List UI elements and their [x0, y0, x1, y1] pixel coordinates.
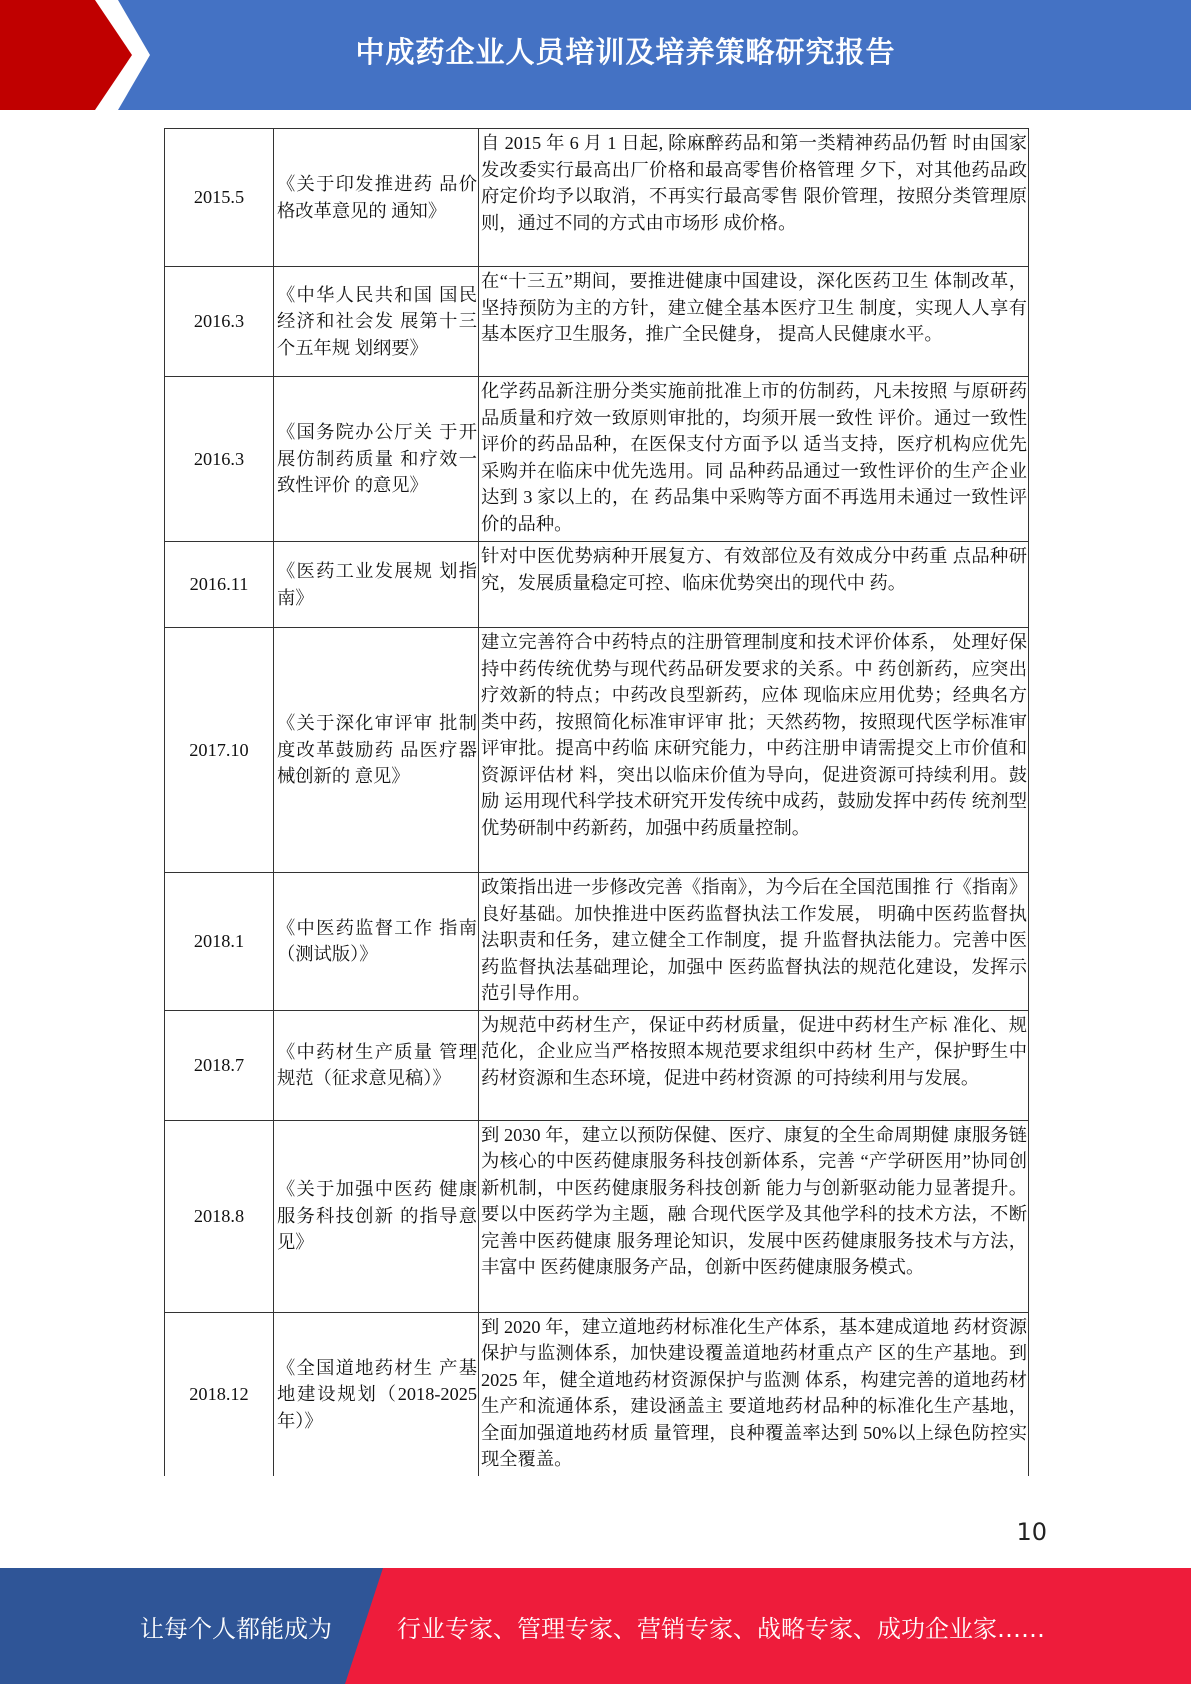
row-content: 到 2030 年，建立以预防保健、医疗、康复的全生命周期健 康服务链为核心的中医药健康服务科技创新体系，完善 “产学研医用”协同创新机制，中医药健康服务科技创新 能力与创新驱动能力显著提升。要以中医药学为主题，融 合现代医学及其他学科的技术方法，不断完善中医药健康 服务理论知识，发展中医药健康服务技术与方法，丰富中 医药健康服务产品，创新中医药健康服务模式。 [479, 1120, 1029, 1312]
row-date: 2018.12 [165, 1312, 274, 1476]
row-document: 《全国道地药材生 产基地建设规划（2018-2025 年）》 [274, 1312, 479, 1476]
row-content: 针对中医优势病种开展复方、有效部位及有效成分中药重 点品种研究，发展质量稳定可控、临床优势突出的现代中 药。 [479, 542, 1029, 628]
footer-slogan-right: 行业专家、管理专家、营销专家、战略专家、成功企业家…… [397, 1614, 1045, 1643]
footer-banner [0, 1568, 1191, 1684]
row-content: 自 2015 年 6 月 1 日起, 除麻醉药品和第一类精神药品仍暂 时由国家发改委实行最高出厂价格和最高零售价格管理 夕下，对其他药品政府定价均予以取消，不再实行最高零售 限价管理，按照分类管理原则，通过不同的方式由市场形 成价格。 [479, 129, 1029, 267]
row-document: 《中华人民共和国 国民经济和社会发 展第十三个五年规 划纲要》 [274, 267, 479, 377]
row-document: 《医药工业发展规 划指南》 [274, 542, 479, 628]
table-row [165, 628, 1029, 873]
row-document: 《中医药监督工作 指南（测试版）》 [274, 873, 479, 1011]
footer-slogan-left: 让每个人都能成为 [140, 1614, 332, 1643]
table-row [165, 873, 1029, 1011]
table-row [165, 1010, 1029, 1120]
row-date: 2018.7 [165, 1010, 274, 1120]
row-content: 化学药品新注册分类实施前批准上市的仿制药，凡未按照 与原研药品质量和疗效一致原则审批的，均须开展一致性 评价。通过一致性评价的药品品种，在医保支付方面予以 适当支持，医疗机构应优先采购并在临床中优先选用。同 品种药品通过一致性评价的生产企业达到 3 家以上的，在 药品集中采购等方面不再选用未通过一致性评价的品种。 [479, 377, 1029, 542]
header-arrow-icon [0, 0, 150, 110]
table-row [165, 542, 1029, 628]
table-row [165, 377, 1029, 542]
policy-table [164, 128, 1029, 1476]
table-row [165, 267, 1029, 377]
row-document: 《关于深化审评审 批制度改革鼓励药 品医疗器械创新的 意见》 [274, 628, 479, 873]
table-row [165, 129, 1029, 267]
row-date: 2018.1 [165, 873, 274, 1011]
row-content: 为规范中药材生产，保证中药材质量，促进中药材生产标 准化、规范化，企业应当严格按照本规范要求组织中药材 生产，保护野生中药材资源和生态环境，促进中药材资源 的可持续利用与发展。 [479, 1010, 1029, 1120]
row-content: 建立完善符合中药特点的注册管理制度和技术评价体系， 处理好保持中药传统优势与现代药品研发要求的关系。中 药创新药，应突出疗效新的特点；中药改良型新药，应体 现临床应用优势；经典名方类中药，按照简化标准审评审 批；天然药物，按照现代医学标准审评审批。提高中药临 床研究能力，中药注册申请需提交上市价值和资源评估材 料，突出以临床价值为导向，促进资源可持续利用。鼓励 运用现代科学技术研究开发传统中成药，鼓励发挥中药传 统剂型优势研制中药新药，加强中药质量控制。 [479, 628, 1029, 873]
row-date: 2015.5 [165, 129, 274, 267]
row-date: 2016.3 [165, 267, 274, 377]
row-document: 《国务院办公厅关 于开展仿制药质量 和疗效一致性评价 的意见》 [274, 377, 479, 542]
row-content: 在“十三五”期间，要推进健康中国建设，深化医药卫生 体制改革，坚持预防为主的方针，建立健全基本医疗卫生 制度，实现人人享有基本医疗卫生服务，推广全民健身， 提高人民健康水平。 [479, 267, 1029, 377]
row-date: 2017.10 [165, 628, 274, 873]
row-content: 政策指出进一步修改完善《指南》，为今后在全国范围推 行《指南》良好基础。加快推进中医药监督执法工作发展， 明确中医药监督执法职责和任务，建立健全工作制度，提 升监督执法能力。完善中医药监督执法基础理论，加强中 医药监督执法的规范化建设，发挥示范引导作用。 [479, 873, 1029, 1011]
header-banner [0, 0, 1191, 110]
row-content: 到 2020 年，建立道地药材标准化生产体系，基本建成道地 药材资源保护与监测体系，加快建设覆盖道地药材重点产 区的生产基地。到 2025 年，健全道地药材资源保护与监测 体系，构建完善的道地药材生产和流通体系，建设涵盖主 要道地药材品种的标准化生产基地，全面加强道地药材质 量管理，良种覆盖率达到 50%以上绿色防控实现全覆盖。 [479, 1312, 1029, 1476]
report-title: 中成药企业人员培训及培养策略研究报告 [355, 34, 896, 69]
page-number: 10 [1016, 1518, 1047, 1546]
row-date: 2016.3 [165, 377, 274, 542]
row-date: 2016.11 [165, 542, 274, 628]
row-document: 《关于印发推进药 品价格改革意见的 通知》 [274, 129, 479, 267]
row-document: 《中药材生产质量 管理规范（征求意见稿）》 [274, 1010, 479, 1120]
row-date: 2018.8 [165, 1120, 274, 1312]
row-document: 《关于加强中医药 健康服务科技创新 的指导意见》 [274, 1120, 479, 1312]
table-row [165, 1312, 1029, 1476]
table-row [165, 1120, 1029, 1312]
